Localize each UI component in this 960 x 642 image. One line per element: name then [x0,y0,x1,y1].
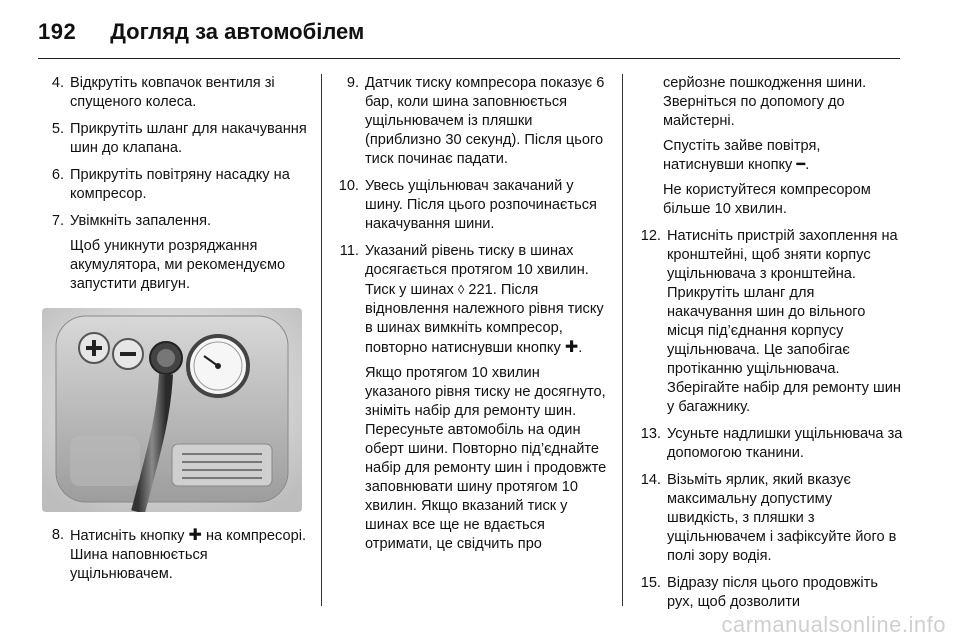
site-watermark: carmanualsonline.info [721,612,946,637]
step-number: 8. [51,527,64,543]
compressor-warning: Не користуйтеся компресором більше 10 хвилин. [663,182,871,217]
column-3 [635,74,903,620]
step-6 [42,166,308,204]
step-text: Відкрутіть ковпачок вентиля зі спущеного колеса. [70,75,275,110]
continued-text: серйозне пошкодження шини. Зверніться по допомогу до майстерні. [663,75,867,129]
column-2 [333,74,608,554]
page-header [38,12,364,52]
step-text: Увімкніть запалення. [70,213,212,229]
compressor-illustration [42,308,302,512]
step-11 [333,242,608,358]
step-text-part: Указаний рівень тиску в шинах досягається протягом 10 хвилин. Тиск у шинах [365,243,589,298]
step-number: 5. [51,121,64,137]
page-number: 192 [38,19,77,44]
page-reference-icon: ◊ [457,282,465,297]
step-7 [42,212,308,231]
step-11-note: Якщо протягом 10 хвилин указаного рівня тиску не досягнуто, зніміть набір для ремонту шин. Пересуньте автомобіль на один оберт шини. Повторно під’єднайте набір для ремонту шин і продовжте заповнювати шину протягом 10 хвилин. Якщо вказаний тиск у шинах все ще не вдається отримати, це свідчить про [365,365,607,552]
step-text: Датчик тиску компресора показує 6 бар, коли шина заповнюється ущільнювачем із пляшки (приблизно 30 секунд). Після цього тиск починає падати. [365,75,605,167]
column-divider [622,74,623,606]
plus-icon: ✚ [188,527,202,544]
compressor-photo [42,308,302,512]
step-text: Указаний рівень тиску в шинах досягається протягом 10 хвилин. Тиск у шинах ◊ 221. Після відновлення належного рівня тиску в шинах вимкніть компресор, повторно натиснувши кнопку ✚. [365,243,604,356]
step-7-note: Щоб уникнути розряджання акумулятора, ми рекомендуємо запустити двигун. [70,238,286,292]
step-text-part: на компресорі. Шина наповнюється ущільнювачем. [70,528,307,582]
step-number: 6. [51,167,64,183]
step-number: 14. [640,472,661,488]
instruction-text: Спустіть зайве повітря, натиснувши кнопку [663,138,821,173]
step-text [70,526,308,584]
minus-icon: ━ [796,157,806,173]
section-title: Догляд за автомобілем [110,19,365,44]
column-divider [321,74,322,606]
header-rule [38,58,900,59]
step-number: 4. [51,75,64,91]
page-reference[interactable]: 221 [468,282,493,298]
step-15 [635,574,903,612]
deflate-instruction: Спустіть зайве повітря, натиснувши кнопку ━. [663,138,821,173]
step-text: Прикрутіть шланг для накачування шин до клапана. [70,121,307,156]
step-number: 7. [51,213,64,229]
step-14 [635,471,903,566]
step-13 [635,425,903,463]
step-text: Усуньте надлишки ущільнювача за допомогою тканини. [667,426,903,461]
step-9 [333,74,608,169]
step-text: Натисніть пристрій захоплення на кронштейні, щоб зняти корпус ущільнювача з кронштейна. Прикрутіть шланг для накачування шин до вільного місця під’єднання корпусу ущільнювача. Це запобігає протіканню ущільнювача. Зберігайте набір для ремонту шин у багажнику. [667,228,901,415]
plus-icon: ✚ [564,339,579,356]
step-text: Прикрутіть повітряну насадку на компресор. [70,167,290,202]
step-number: 9. [346,75,359,91]
step-12 [635,227,903,417]
step-text: Відразу після цього продовжіть рух, щоб дозволити [667,575,878,610]
step-5 [42,120,308,158]
step-number: 13. [640,426,661,442]
step-4 [42,74,308,112]
step-text-part: . Після відновлення належного рівня тиску в шинах вимкніть компресор, повторно натиснувши кнопку [365,282,604,356]
step-text: Візьміть ярлик, який вказує максимальну допустиму швидкість, з пляшки з ущільнювачем і зафіксуйте його в полі зору водія. [667,472,897,564]
step-text: Увесь ущільнювач закачаний у шину. Після цього розпочинається накачування шини. [365,178,597,232]
step-number: 11. [339,243,359,259]
step-10 [333,177,608,234]
step-number: 10. [338,178,359,194]
step-8 [42,526,308,584]
step-number: 15. [640,575,661,591]
column-1 [42,74,308,592]
step-text-part: Натисніть кнопку [70,528,185,544]
step-number: 12. [640,228,661,244]
